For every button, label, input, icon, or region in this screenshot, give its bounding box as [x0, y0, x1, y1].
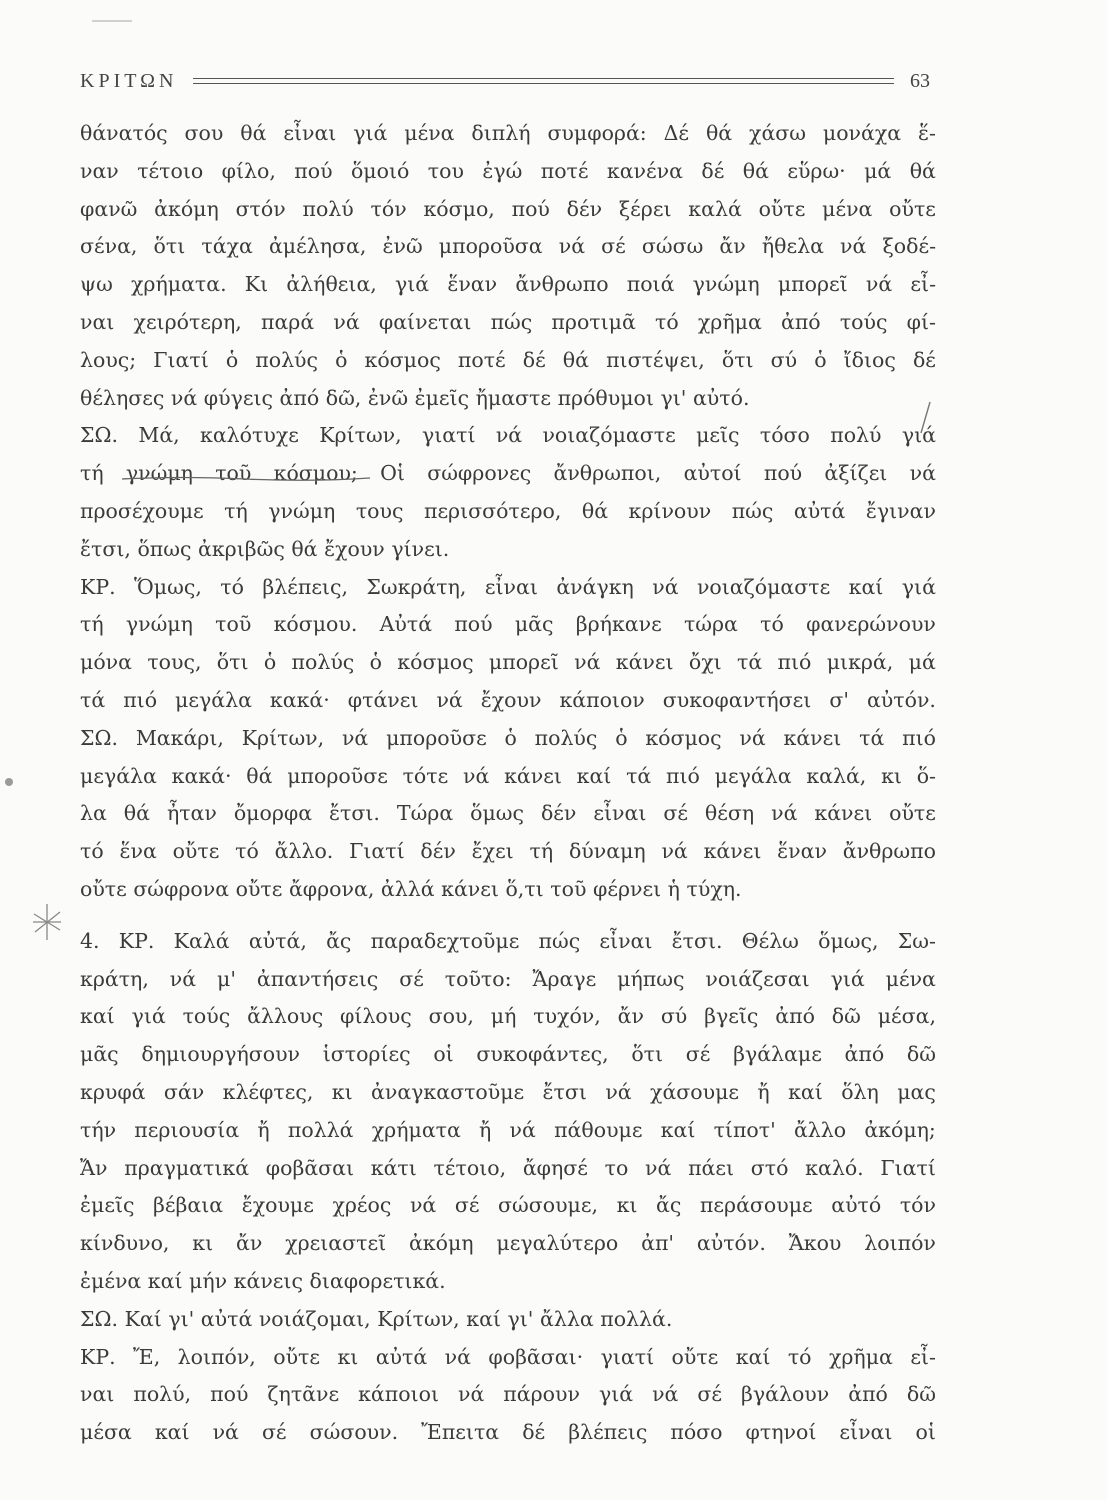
text-line: ναι πολύ, πού ζητᾶνε κάποιοι νά πάρουν γιά νά σέ βγάλουν ἀπό δῶ — [80, 1382, 936, 1407]
text-line: Ἄν πραγματικά φοβᾶσαι κάτι τέτοιο, ἄφησέ το νά πάει στό καλό. Γιατί — [80, 1155, 936, 1180]
text-line: λους; Γιατί ὁ πολύς ὁ κόσμος ποτέ δέ θά πιστέψει, ὅτι σύ ὁ ἴδιος δέ — [80, 347, 936, 372]
text-line: θάνατός σου θά εἶναι γιά μένα διπλή συμφορά: Δέ θά χάσω μονάχα ἕ- — [80, 121, 936, 145]
text-line: μεγάλα κακά· θά μποροῦσε τότε νά κάνει καί τά πιό μεγάλα καλά, κι ὅ- — [80, 763, 936, 788]
text-line: ἐμένα καί μήν κάνεις διαφορετικά. — [80, 1268, 446, 1293]
asterisk-icon — [30, 900, 64, 944]
text-line: μᾶς δημιουργήσουν ἱστορίες οἱ συκοφάντες, ὅτι σέ βγάλαμε ἀπό δῶ — [80, 1042, 936, 1067]
text-line: ναι χειρότερη, παρά νά φαίνεται πώς προτιμᾶ τό χρῆμα ἀπό τούς φί- — [80, 309, 936, 334]
text-line: κρυφά σάν κλέφτες, κι ἀναγκαστοῦμε ἔτσι νά χάσουμε ἤ καί ὅλη μας — [80, 1079, 936, 1104]
text-line: θέλησες νά φύγεις ἀπό δῶ, ἐνῶ ἐμεῖς ἤμαστε πρόθυμοι γι' αὐτό. — [80, 385, 750, 410]
text-line: τά πιό μεγάλα κακά· φτάνει νά ἔχουν κάποιον συκοφαντήσει σ' αὐτόν. — [80, 687, 936, 712]
text-line: τή γνώμη τοῦ κόσμου. Αὐτά πού μᾶς βρήκανε τώρα τό φανερώνουν — [80, 612, 936, 637]
text-line: ψω χρήματα. Κι ἀλήθεια, γιά ἕναν ἄνθρωπο ποιά γνώμη μπορεῖ νά εἶ- — [80, 272, 936, 297]
pencil-underline-mark — [120, 474, 372, 482]
text-line: κίνδυνο, κι ἄν χρειαστεῖ ἀκόμη μεγαλύτερο ἀπ' αὐτόν. Ἄκου λοιπόν — [80, 1231, 936, 1256]
paragraph-gap — [80, 909, 936, 923]
text-line: μέσα καί νά σέ σώσουν. Ἔπειτα δέ βλέπεις πόσο φτηνοί εἶναι οἱ — [80, 1420, 936, 1445]
ink-dot — [5, 778, 13, 786]
text-line: ΣΩ. Μά, καλότυχε Κρίτων, γιατί νά νοιαζόμαστε μεῖς τόσο πολύ γιά — [80, 423, 936, 448]
text-line: προσέχουμε τή γνώμη τους περισσότερο, θά κρίνουν πώς αὐτά ἔγιναν — [80, 498, 936, 523]
text-line: καί γιά τούς ἄλλους φίλους σου, μή τυχόν, ἄν σύ βγεῖς ἀπό δῶ μέσα, — [80, 1004, 936, 1029]
corner-smudge — [92, 20, 132, 22]
text-line: φανῶ ἀκόμη στόν πολύ τόν κόσμο, πού δέν ξέρει καλά οὔτε μένα οὔτε — [80, 196, 936, 221]
text-line: οὔτε σώφρονα οὔτε ἄφρονα, ἀλλά κάνει ὅ,τι τοῦ φέρνει ἡ τύχη. — [80, 876, 742, 901]
text-line: λα θά ἦταν ὄμορφα ἔτσι. Τώρα ὅμως δέν εἶναι σέ θέση νά κάνει οὔτε — [80, 801, 936, 826]
text-line: μόνα τους, ὅτι ὁ πολύς ὁ κόσμος μπορεῖ νά κάνει ὄχι τά πιό μικρά, μά — [80, 650, 936, 675]
text-line: 4. ΚΡ. Καλά αὐτά, ἄς παραδεχτοῦμε πώς εἶναι ἔτσι. Θέλω ὅμως, Σω- — [80, 928, 936, 953]
page-number: 63 — [910, 69, 930, 92]
text-line: ΣΩ. Καί γι' αὐτά νοιάζομαι, Κρίτων, καί γι' ἄλλα πολλά. — [80, 1306, 673, 1331]
header-rule — [193, 78, 894, 84]
body-text — [80, 115, 936, 1452]
text-line: ἔτσι, ὅπως ἀκριβῶς θά ἔχουν γίνει. — [80, 536, 450, 561]
text-line: ναν τέτοιο φίλο, πού ὅμοιό του ἐγώ ποτέ κανένα δέ θά εὕρω· μά θά — [80, 158, 936, 183]
running-header — [80, 66, 930, 96]
pencil-slash-icon — [916, 400, 934, 436]
text-line: ἐμεῖς βέβαια ἔχουμε χρέος νά σέ σώσουμε, κι ἄς περάσουμε αὐτό τόν — [80, 1193, 936, 1218]
header-title: ΚΡΙΤΩΝ — [80, 69, 178, 92]
text-line: κράτη, νά μ' ἀπαντήσεις σέ τοῦτο: Ἄραγε μήπως νοιάζεσαι γιά μένα — [80, 966, 936, 991]
text-line: ΣΩ. Μακάρι, Κρίτων, νά μποροῦσε ὁ πολύς ὁ κόσμος νά κάνει τά πιό — [80, 725, 936, 750]
text-line: ΚΡ. Ὅμως, τό βλέπεις, Σωκράτη, εἶναι ἀνάγκη νά νοιαζόμαστε καί γιά — [80, 574, 936, 599]
text-line: τήν περιουσία ἤ πολλά χρήματα ἤ νά πάθουμε καί τίποτ' ἄλλο ἀκόμη; — [80, 1117, 936, 1142]
text-line: τή γνώμη τοῦ κόσμου; Οἱ σώφρονες ἄνθρωποι, αὐτοί πού ἀξίζει νά — [80, 461, 936, 486]
text-line: τό ἕνα οὔτε τό ἄλλο. Γιατί δέν ἔχει τή δύναμη νά κάνει ἕναν ἄνθρωπο — [80, 839, 936, 864]
text-line: ΚΡ. Ἔ, λοιπόν, οὔτε κι αὐτά νά φοβᾶσαι· γιατί οὔτε καί τό χρῆμα εἶ- — [80, 1344, 936, 1369]
text-line: σένα, ὅτι τάχα ἀμέλησα, ἐνῶ μποροῦσα νά σέ σώσω ἄν ἤθελα νά ξοδέ- — [80, 234, 936, 259]
